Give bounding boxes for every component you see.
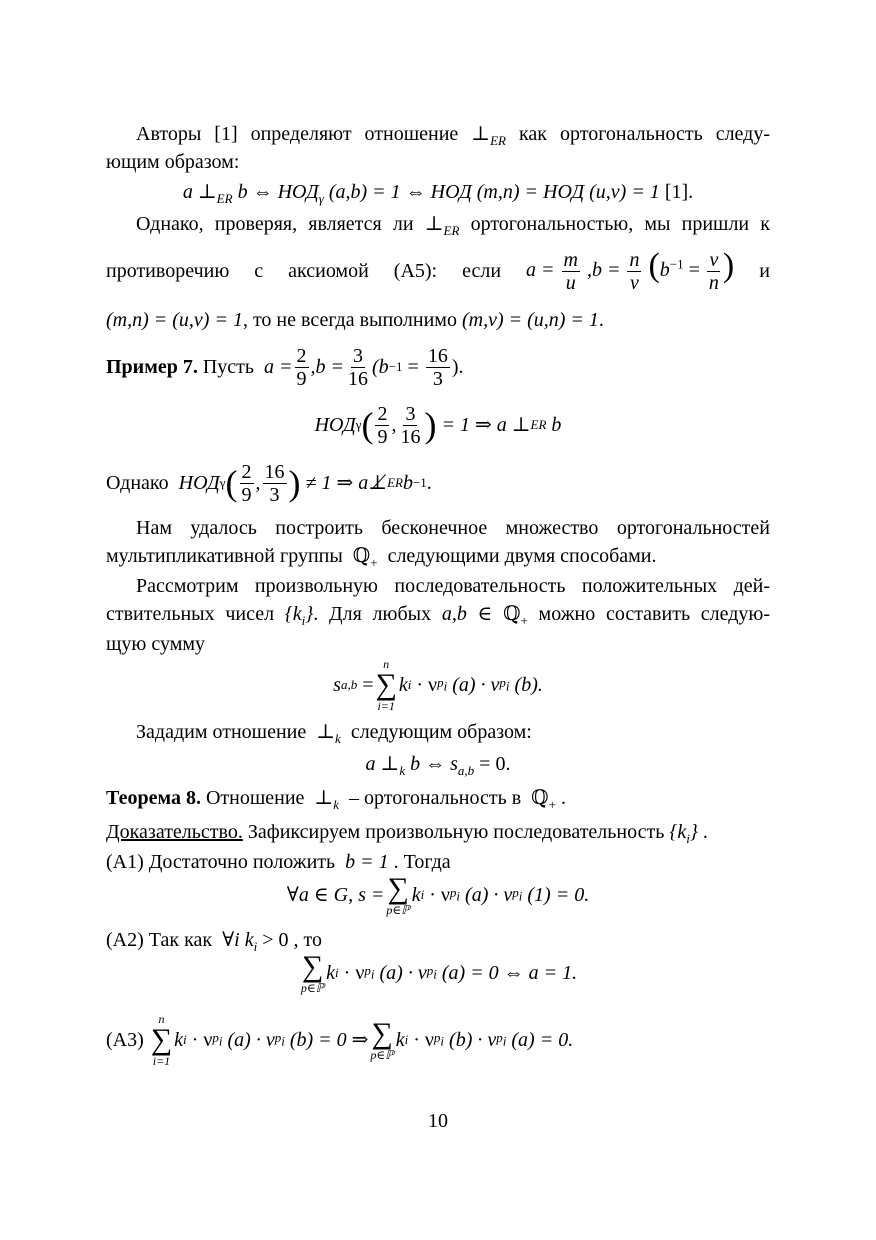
formula: b = 1 [345,851,389,873]
eq-part: a ⊥ [365,753,400,775]
text: если [462,260,502,282]
eq-part: ). [451,356,464,378]
paragraph-4-line-2 [106,602,770,626]
text: . [702,821,708,843]
subscript: ER [443,223,460,238]
eq-part: . [426,472,432,494]
sum-upper: n [158,1012,165,1026]
eq-part: ∀a ∈ G, s = [286,884,385,906]
subscript: i [456,888,461,904]
denominator: 9 [377,425,388,448]
text: Рассмотрим произвольную последовательность положительных дей- [136,575,770,597]
eq-part: (a) = 0 ⇔ a = 1. [441,962,578,984]
eq-part: (a,b) = 1 ⇔ НОД (m,n) = НОД (u,v) = 1 [328,181,660,203]
a2-equation: ∑ p∈ℙ k i · ν $p_i$ (a) · ν $p_i$ (a) = 0 ⇔ a = 1. [300,950,578,995]
eq-part: (a) · ν [465,884,513,906]
sum-lower: p∈ℙ [370,1048,394,1062]
text: (A5): [393,260,438,282]
numerator: 2 [296,344,307,367]
rationals-symbol: ℚ [352,545,371,567]
sum-symbol: ∑ p∈ℙ [386,872,410,917]
subscript: ER [216,191,233,206]
nod-equation-2: Однако НОД γ ( $\frac{2}{9}$ , $\frac{16}{3}$ ) ≠ 1 ⇒ a ⊥̸ ER b −1 . [106,460,432,506]
eq-part: · ν [343,962,365,984]
text: как ортогональность следу- [519,123,771,145]
subscript: p [426,963,434,979]
text: противоречию [106,260,230,282]
text: Однако, проверяя, является ли [136,213,414,235]
numerator: 3 [353,344,364,367]
eq-part: } [305,603,314,625]
formula: (m,n) = (u,v) = 1 [106,309,243,331]
eq-part: b ⇔ НОД [237,181,319,203]
subscript: k [335,731,341,746]
eq-part: = [407,356,419,378]
eq-part: · ν [191,1029,213,1051]
paragraph-4-line-1 [136,574,770,598]
denominator: 9 [296,367,307,390]
fraction [375,403,389,448]
perp-symbol: ⊥ [424,213,444,235]
denominator: u [565,271,576,294]
eq-part: (b). [514,674,543,696]
perp-symbol: ⊥ [471,123,491,145]
subscript: i [433,966,437,982]
text: (A3) [106,1029,144,1051]
eq-part: k [326,962,336,984]
subscript: p [433,1030,441,1046]
text: Зафиксируем произвольную последовательность [247,821,665,843]
fraction [562,249,580,294]
text: , то не всегда выполнимо [242,309,457,331]
text: Нам удалось построить бесконечное множество ортогональностей [136,517,770,539]
paragraph-2-line-1 [136,212,770,236]
fraction [240,461,254,506]
eq-part: a ⊥ [182,181,217,203]
text: аксиомой [288,260,369,282]
eq-part: (a) · ν [452,674,500,696]
sum-definition: s a,b = n ∑ i=1 k i · ν $p_i$ (a) · ν $p_i$ (b). [333,657,543,713]
subscript: a,b [457,763,475,778]
citation: [1]. [664,181,694,203]
example-label: Пример 7. [106,356,198,378]
paragraph-2-line-2 [106,246,770,296]
formula: > 0 [262,929,289,951]
text: можно составить следую- [538,603,771,625]
numerator: m [563,248,578,271]
subscript: k [399,763,406,778]
subscript: p [512,885,519,901]
numerator: 2 [377,402,388,425]
condition-formula: a = $\frac{m}{u}$ ,b = $\frac{n}{v}$ ($b^{-1}$ = $\frac{v}{n}$ ) [526,246,735,294]
subscript: i [301,613,306,628]
subscript: + [520,613,528,628]
sum-symbol: n ∑ i=1 [375,657,397,713]
sum-symbol: ∑ p∈ℙ [370,1017,394,1062]
eq-part: k [395,1029,405,1051]
denominator: 16 [400,425,421,448]
paragraph-3-line-1 [136,516,770,540]
text: ющим образом: [106,151,240,173]
formula: ∀i k [222,929,254,951]
denominator: 16 [348,367,369,390]
a3-line [106,1010,770,1070]
numerator: 16 [427,344,448,367]
numerator: 3 [405,402,416,425]
paragraph-3-line-2 [106,544,770,568]
subscript: i [502,1033,507,1049]
sum-lower: p∈ℙ [300,981,325,995]
paragraph-1-line-2 [106,150,770,174]
eq-part: = [362,674,374,696]
eq-part: НОД [314,414,356,436]
subscript: + [370,555,378,570]
subscript: p [437,675,444,691]
text: (A1) Достаточно положить [106,851,336,873]
eq-part: a,b ∈ [441,603,493,625]
eq-part: {k [669,821,687,843]
formula: (m,v) = (u,n) = 1 [461,309,599,331]
text: ствительных чисел [106,603,275,625]
fraction [398,403,422,448]
a3-equation: n ∑ i=1 k i · ν $p_i$ (a) · ν $p_i$ (b) = 0 ⇒ ∑ p∈ℙ k i · ν $p_i$ (b) · ν $p_i$ (a) = 0. [150,1012,574,1068]
perp-symbol: ⊥ [314,787,334,809]
text: . Для любых [313,603,432,625]
denominator: v [630,271,639,294]
a1-equation: ∀a ∈ G, s = ∑ p∈ℙ k i · ν $p_i$ (a) · ν $p_i$ (1) = 0. [286,872,590,917]
eq-part: · ν [429,884,450,906]
theorem-label: Теорема 8. [106,787,201,809]
text: . [598,309,604,331]
proof-label: Доказательство. [106,821,243,843]
paragraph-1-line-1 [136,122,770,146]
superscript: −1 [669,255,684,271]
denominator: n [708,271,719,294]
paragraph-2-line-3 [106,308,770,332]
not-perp-symbol: ⊥̸ [368,472,388,494]
eq-part: (b) · ν [449,1029,497,1051]
numerator: 2 [241,460,252,483]
subscript: p [212,1030,219,1046]
eq-part: = 0. [479,753,511,775]
eq-part: НОД [178,472,220,494]
subscript: i [686,831,690,846]
subscript: i [218,1033,223,1049]
text: с [254,260,264,282]
eq-part: (a) · ν [379,962,427,984]
rationals-symbol: ℚ [531,787,549,809]
eq-part: (b) = 0 ⇒ [289,1029,369,1051]
denominator: 3 [269,483,280,506]
text: Однако [106,472,169,494]
sum-lower: p∈ℙ [386,903,410,917]
text: – ортогональность в [349,787,522,809]
text: Зададим отношение [136,721,307,743]
fraction [627,249,641,294]
text: ортогональностью, мы пришли к [470,213,771,235]
paragraph-5 [136,720,770,744]
eq-part: (a) · ν [227,1029,275,1051]
relation-definition [106,752,770,776]
fraction [295,345,309,390]
numerator: v [709,248,719,271]
example-7: Пример 7. Пусть a = $\frac{2}{9}$ ,b = $\frac{3}{16}$ (b −1 = $\frac{16}{3}$ ). [106,344,464,390]
fraction [263,461,287,506]
nod-equation-1: НОД γ ( $\frac{2}{9}$ , $\frac{3}{16}$ ) = 1 ⇒ a ⊥ ER b [314,402,562,448]
proof-line [106,820,770,844]
text: Авторы [1] определяют отношение [136,123,459,145]
eq-part: b [659,258,670,281]
page-number: 10 [428,1110,448,1132]
eq-part: (a) = 0. [511,1029,574,1051]
subscript: p [499,675,506,691]
subscript: i [505,678,510,694]
numerator: 16 [264,460,285,483]
sum-symbol: n ∑ i=1 [150,1012,173,1068]
eq-part: (b [372,356,389,378]
text: следующим образом: [350,721,532,743]
subscript: i [370,966,375,982]
eq-part: = 1 ⇒ a ⊥ [441,414,531,436]
eq-part: k [398,674,408,696]
text: (A2) Так как [106,929,213,951]
eq-part: · ν [413,1029,434,1051]
sum-symbol: ∑ p∈ℙ [300,950,325,995]
eq-part: b [551,414,562,436]
eq-part: · ν [416,674,438,696]
eq-part: (1) = 0. [527,884,590,906]
fraction [426,345,450,390]
denominator: 9 [241,483,252,506]
subscript: i [443,678,448,694]
denominator: 3 [432,367,443,390]
subscript: p [364,963,371,979]
numerator: n [629,248,640,271]
subscript: p [449,885,457,901]
text: Пусть [202,356,255,378]
text: следующими двумя способами. [387,545,657,567]
text: . [560,787,566,809]
subscript: p [274,1030,282,1046]
text: . Тогда [393,851,451,873]
subscript: γ [318,191,324,206]
eq-part: ≠ 1 ⇒ a [305,472,369,494]
text: Отношение [205,787,305,809]
eq-part: a = [264,356,293,378]
eq-part: } [689,821,698,843]
eq-part: s [333,674,341,696]
subscript: i [253,939,258,954]
fraction [346,345,370,390]
subscript: i [518,888,523,904]
text: щую сумму [106,633,206,655]
sum-lower: i=1 [377,699,395,713]
definition-equation [106,180,770,204]
eq-part: k [174,1029,184,1051]
subscript: p [496,1030,503,1046]
text: мультипликативной группы [106,545,343,567]
subscript: i [281,1033,285,1049]
eq-part: {k [284,603,302,625]
eq-part: ,b = [310,356,345,378]
subscript: + [548,797,556,812]
subscript: ER [490,133,506,148]
perp-symbol: ⊥ [316,721,336,743]
sum-lower: i=1 [152,1054,171,1068]
sum-upper: n [383,657,390,671]
subscript: k [333,797,339,812]
rationals-symbol: ℚ [503,603,521,625]
eq-part: ,b = [586,258,621,281]
eq-part: = [688,258,700,281]
eq-part: k [411,884,421,906]
subscript: i [440,1033,445,1049]
text: и [759,260,770,282]
eq-part: a = [526,258,555,281]
eq-part: b ⇔ s [410,753,458,775]
theorem-8 [106,786,770,810]
fraction [707,249,721,294]
text: , то [293,929,322,951]
eq-part: b [402,472,413,494]
